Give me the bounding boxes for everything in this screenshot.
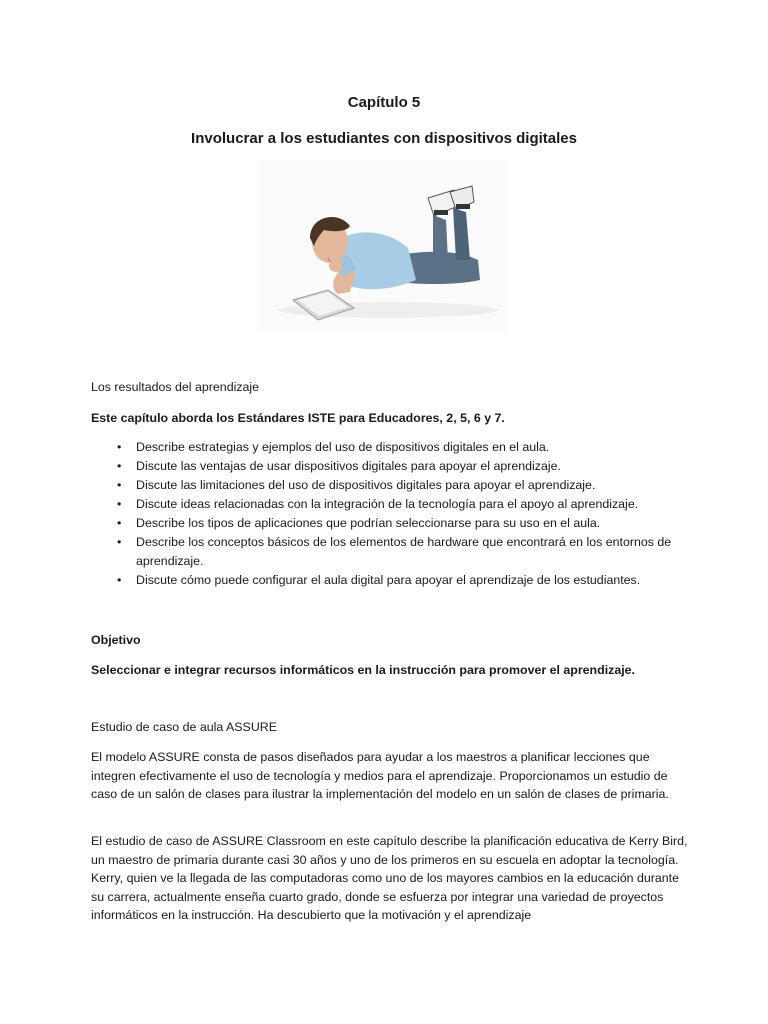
bullet-icon: • bbox=[117, 440, 122, 454]
list-item-text: Describe estrategias y ejemplos del uso de dispositivos digitales en el aula. bbox=[136, 440, 550, 454]
list-item bbox=[91, 457, 691, 476]
case-study-heading: Estudio de caso de aula ASSURE bbox=[91, 720, 277, 734]
objective-text: Seleccionar e integrar recursos informáticos en la instrucción para promover el aprendizaje. bbox=[91, 663, 636, 677]
chapter-title: Involucrar a los estudiantes con dispositivos digitales bbox=[191, 130, 577, 147]
list-item bbox=[91, 571, 691, 590]
list-item-text: Describe los conceptos básicos de los elementos de hardware que encontrará en los entornos de aprendizaje. bbox=[136, 535, 672, 568]
objective-heading: Objetivo bbox=[91, 633, 141, 647]
list-item bbox=[91, 476, 691, 495]
boy-with-tablet-illustration bbox=[258, 160, 508, 332]
bullet-icon: • bbox=[117, 497, 122, 511]
chapter-heading: Capítulo 5 bbox=[347, 94, 421, 111]
learning-outcomes-list bbox=[91, 438, 691, 590]
bullet-icon: • bbox=[117, 573, 122, 587]
hand bbox=[329, 260, 343, 272]
list-item-text: Describe los tipos de aplicaciones que podrían seleccionarse para su uso en el aula. bbox=[136, 516, 601, 530]
list-item-text: Discute las ventajas de usar dispositivos digitales para apoyar el aprendizaje. bbox=[136, 459, 561, 473]
list-item-text: Discute ideas relacionadas con la integración de la tecnología para el apoyo al aprendizaje. bbox=[136, 497, 639, 511]
learning-outcomes-heading: Los resultados del aprendizaje bbox=[91, 380, 260, 394]
case-study-paragraph-2: El estudio de caso de ASSURE Classroom en este capítulo describe la planificación educativa de Kerry Bird, un maestro de primaria durante casi 30 años y uno de los primeros en su escuela en adoptar la tecnología. Kerry, quien ve la llegada de las computadoras como uno de los mayores cambios en la educación durante su carrera, actualmente enseña cuarto grado, donde se esfuerza por integrar una variedad de proyectos informáticos en la instrucción. Ha descubierto que la motivación y el aprendizaje bbox=[91, 834, 688, 922]
standards-statement: Este capítulo aborda los Estándares ISTE para Educadores, 2, 5, 6 y 7. bbox=[91, 411, 505, 425]
bullet-icon: • bbox=[117, 459, 122, 473]
list-item bbox=[91, 438, 691, 457]
list-item bbox=[91, 514, 691, 533]
sneakers bbox=[428, 186, 474, 216]
bullet-icon: • bbox=[117, 516, 122, 530]
list-item bbox=[91, 533, 691, 571]
case-study-paragraph-1: El modelo ASSURE consta de pasos diseñados para ayudar a los maestros a planificar lecciones que integren efectivamente el uso de tecnología y medios para el aprendizaje. Proporcionamos un estudio de caso de un salón de clases para ilustrar la implementación del modelo en un salón de clases de primaria. bbox=[91, 750, 669, 801]
bullet-icon: • bbox=[117, 535, 122, 549]
bullet-icon: • bbox=[117, 478, 122, 492]
list-item bbox=[91, 495, 691, 514]
list-item-text: Discute cómo puede configurar el aula digital para apoyar el aprendizaje de los estudiantes. bbox=[136, 573, 641, 587]
list-item-text: Discute las limitaciones del uso de dispositivos digitales para apoyar el aprendizaje. bbox=[136, 478, 596, 492]
